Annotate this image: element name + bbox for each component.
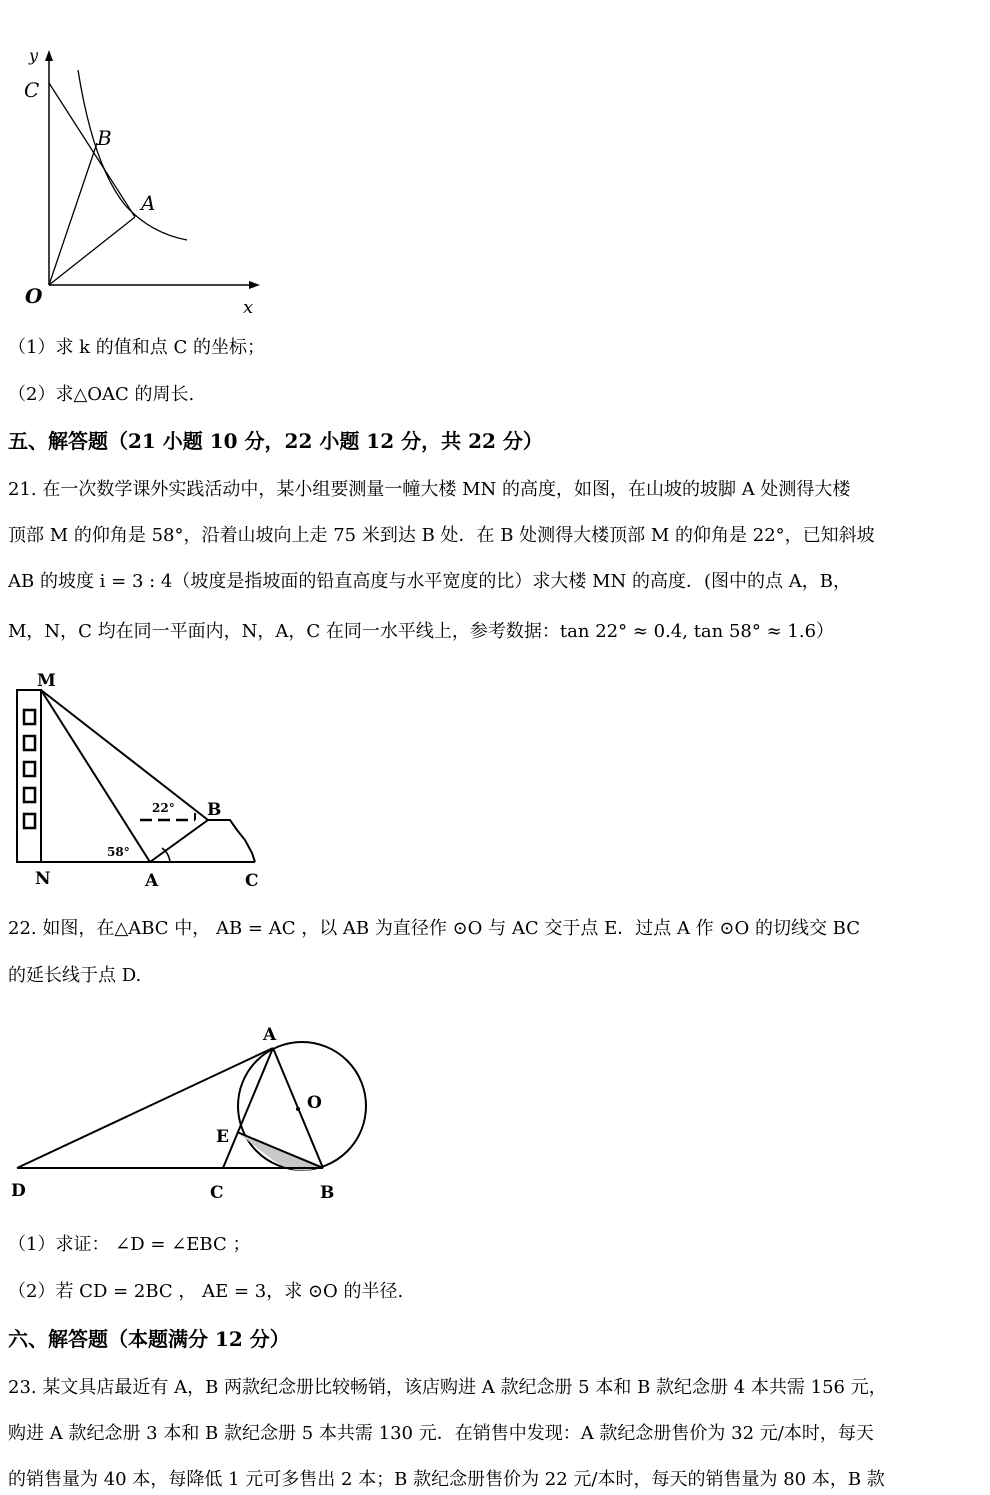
segment-da: [17, 1048, 273, 1168]
hyperbola-curve: [78, 70, 187, 240]
q21-line3: AB 的坡度 i = 3 : 4（坡度是指坡面的铅直高度与水平宽度的比）求大楼 MN 的高度．(图中的点 A，B，: [8, 571, 851, 592]
section6-title: 六、解答题（本题满分 12 分）: [8, 1327, 290, 1351]
label-b: B: [320, 1183, 335, 1203]
segment-ma: [41, 690, 150, 862]
label-d: D: [11, 1181, 26, 1201]
q21-line1: 21. 在一次数学课外实践活动中，某小组要测量一幢大楼 MN 的高度，如图，在山坡的坡脚 A 处测得大楼: [8, 479, 851, 500]
figure-circle-triangle: [5, 1018, 375, 1213]
label-a: A: [145, 871, 159, 891]
hill: [150, 820, 255, 862]
label-c: C: [245, 871, 259, 891]
label-o: O: [25, 284, 43, 308]
label-b: B: [207, 800, 222, 820]
label-a: A: [141, 191, 156, 215]
label-e: E: [216, 1127, 229, 1147]
label-y: y: [29, 46, 39, 65]
q23-line2: 购进 A 款纪念册 3 本和 B 款纪念册 5 本共需 130 元．在销售中发现：A 款纪念册售价为 32 元/本时，每天: [8, 1423, 874, 1444]
q20-part1: （1）求 k 的值和点 C 的坐标；: [8, 337, 266, 358]
segment-ob: [49, 143, 97, 285]
segment-oa: [49, 217, 135, 285]
segment-mb: [41, 690, 208, 820]
circle-o: [238, 1042, 366, 1170]
q23-line1: 23. 某文具店最近有 A，B 两款纪念册比较畅销，该店购进 A 款纪念册 5 本和 B 款纪念册 4 本共需 156 元，: [8, 1377, 887, 1398]
q21-line2: 顶部 M 的仰角是 58°，沿着山坡向上走 75 米到达 B 处．在 B 处测得大楼顶部 M 的仰角是 22°，已知斜坡: [8, 525, 875, 546]
label-c: C: [210, 1183, 224, 1203]
y-axis-arrow: [45, 50, 53, 61]
figure-hyperbola: [15, 45, 275, 320]
q22-line1: 22. 如图，在△ABC 中， AB = AC ，以 AB 为直径作 ⊙O 与 AC 交于点 E．过点 A 作 ⊙O 的切线交 BC: [8, 918, 861, 939]
x-axis-arrow: [249, 281, 260, 289]
figure-building-slope: [5, 668, 275, 893]
label-n: N: [35, 869, 51, 889]
q23-line3: 的销售量为 40 本，每降低 1 元可多售出 2 本；B 款纪念册售价为 22 元/本时，每天的销售量为 80 本，B 款: [8, 1469, 885, 1490]
q20-part2: （2）求△OAC 的周长.: [8, 384, 195, 405]
label-o: O: [307, 1093, 322, 1113]
section5-title: 五、解答题（21 小题 10 分，22 小题 12 分，共 22 分）: [8, 429, 543, 453]
q21-line4: M，N，C 均在同一平面内，N，A，C 在同一水平线上，参考数据：tan 22° ≈ 0.4, tan 58° ≈ 1.6）: [8, 621, 835, 642]
label-b: B: [97, 126, 112, 150]
label-angle22: 22°: [152, 801, 175, 815]
label-m: M: [37, 671, 56, 691]
label-angle58: 58°: [107, 845, 130, 859]
q22-line2: 的延长线于点 D.: [8, 965, 142, 986]
q22-part2: （2）若 CD = 2BC ， AE = 3，求 ⊙O 的半径.: [8, 1281, 404, 1302]
q22-part1: （1）求证： ∠D = ∠EBC ；: [8, 1234, 251, 1255]
segment-ca: [49, 83, 135, 217]
label-x: x: [243, 297, 254, 318]
label-c: C: [24, 78, 40, 102]
label-a: A: [263, 1025, 277, 1045]
